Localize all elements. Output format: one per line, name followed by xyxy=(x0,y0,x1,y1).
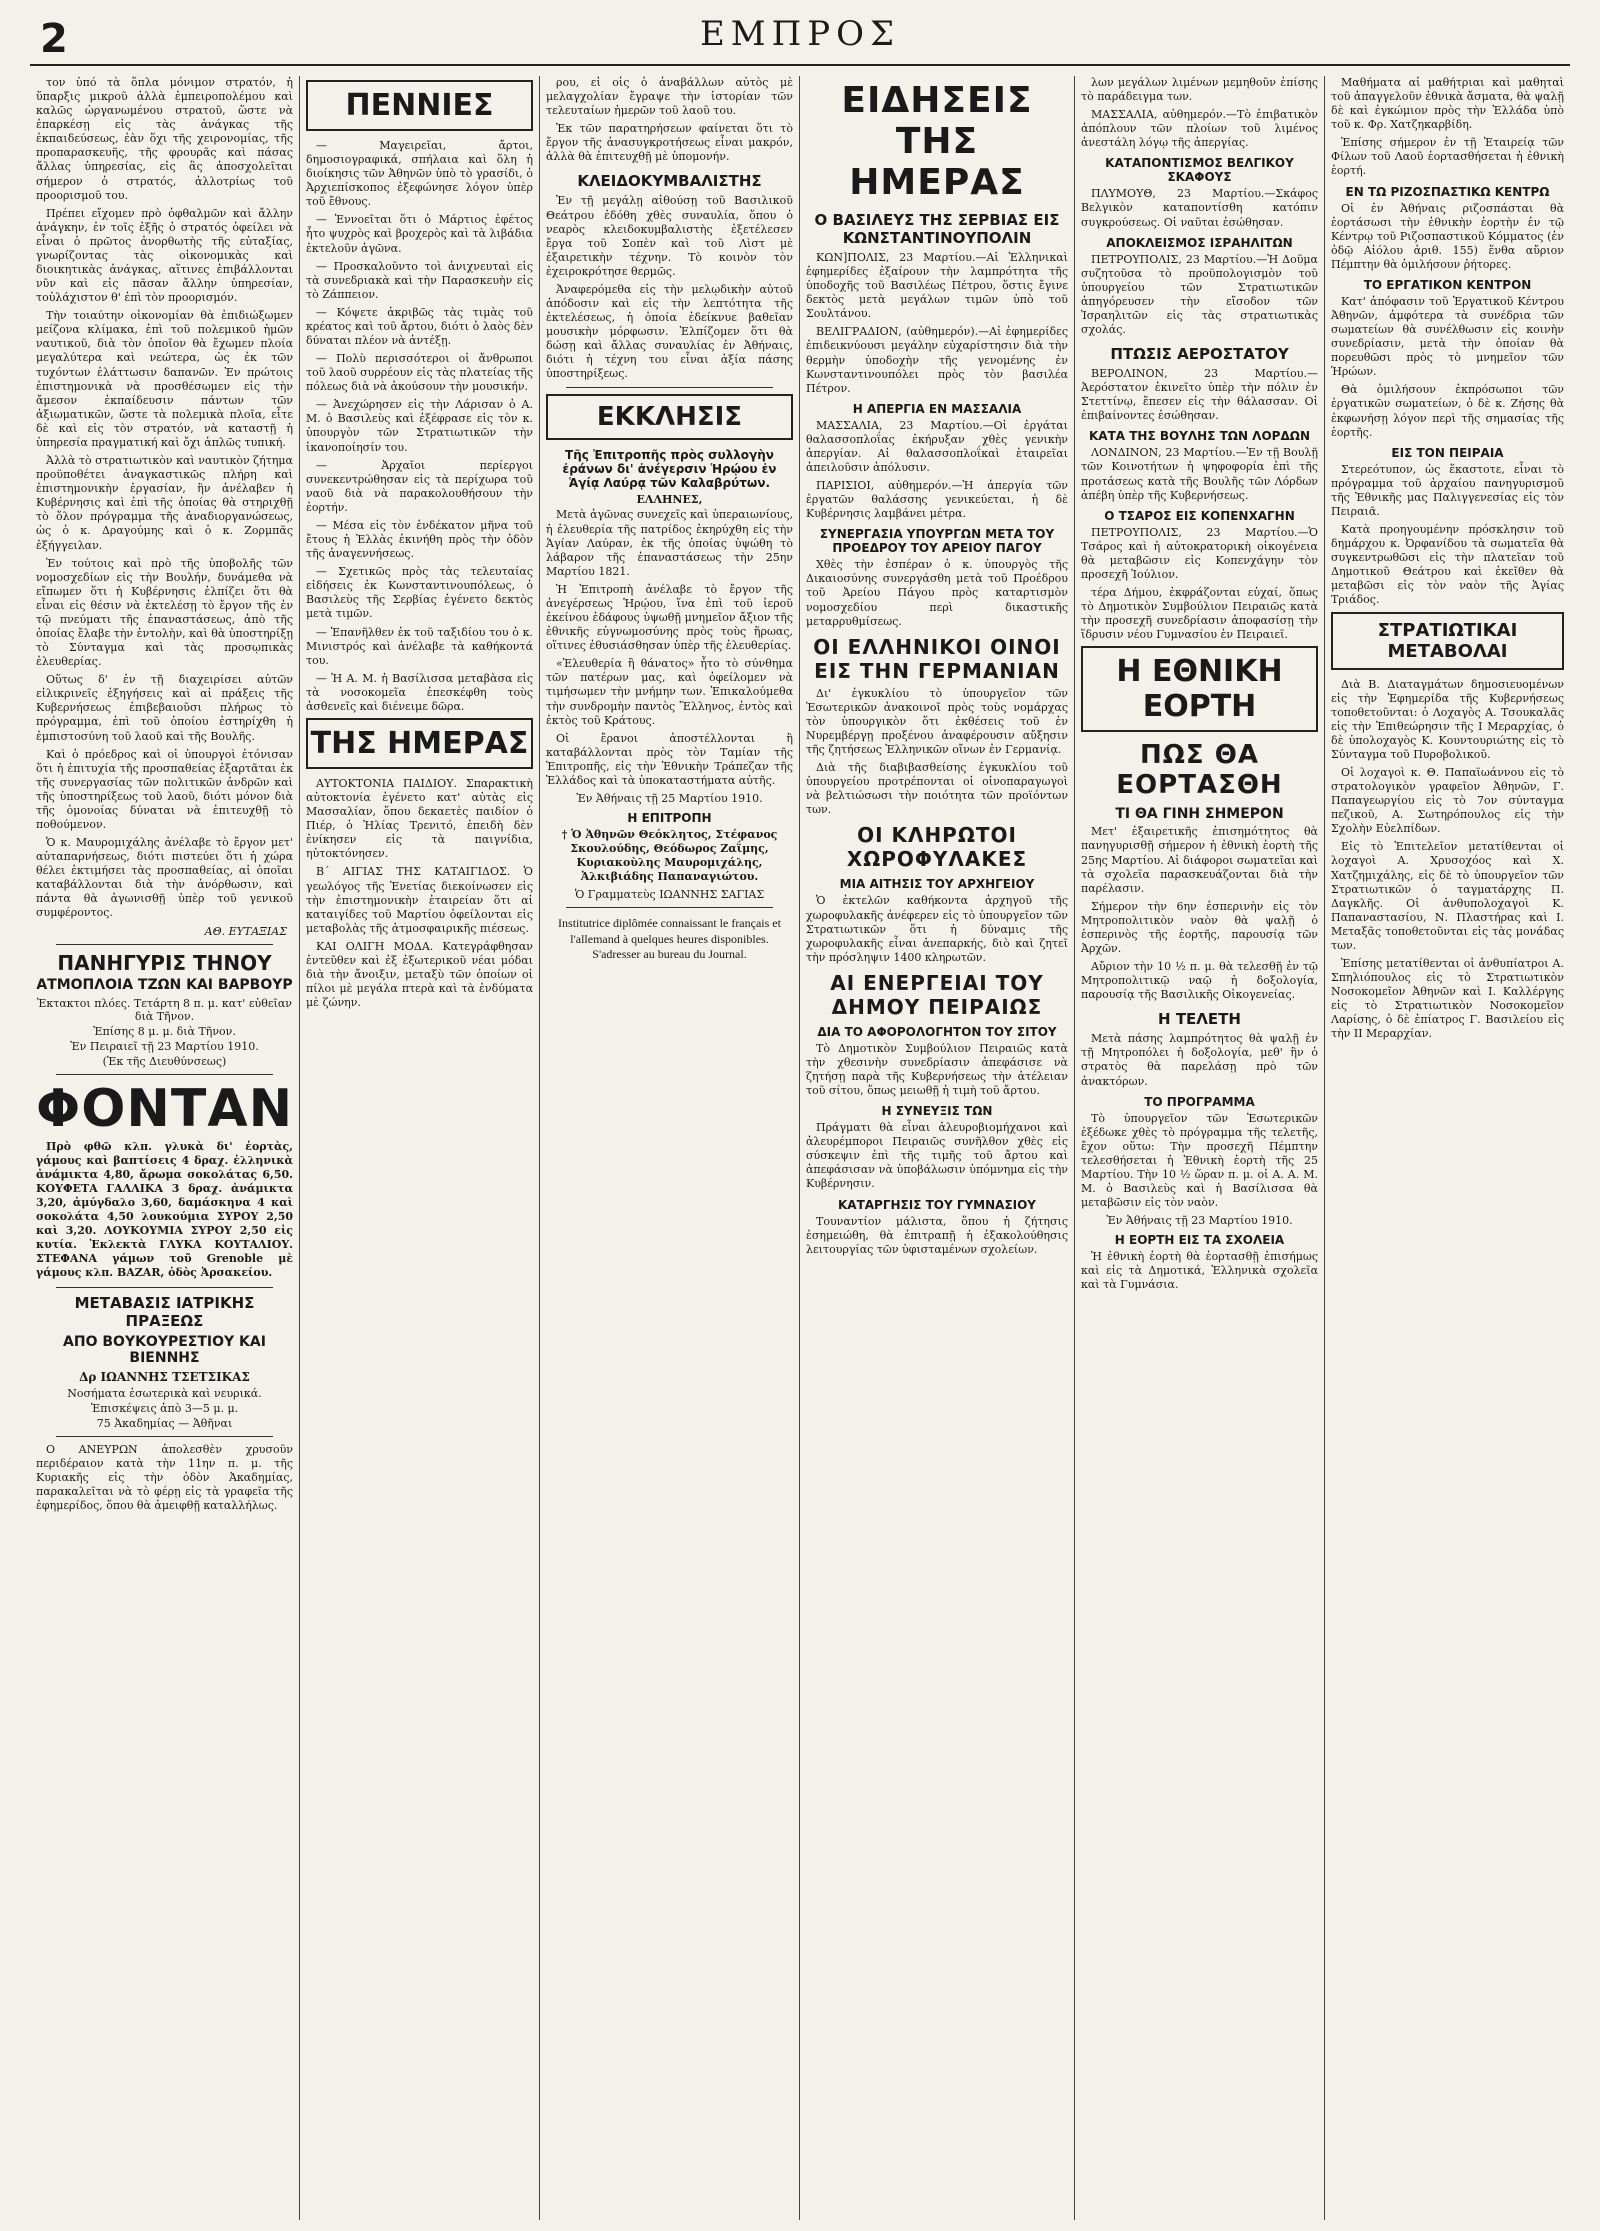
paragraph: Ἀναφερόμεθα εἰς τὴν μελῳδικὴν αὐτοῦ ἀπόδοσιν καὶ εἰς τὴν λεπτότητα τῆς ἐκτελέσεως, ἡ ὁποία ἐδείκνυε βαθεῖαν μουσικὴν μόρφωσιν. Ἐλπίζομεν ὅτι θὰ δώσῃ καὶ ἄλλας συναυλίας ἐν Ἀθήναις, διότι ἡ τέχνη του εἶναι ἀξία πάσης ὑποστηρίξεως. xyxy=(546,282,793,381)
paragraph: — Ἡ Α. Μ. ἡ Βασίλισσα μεταβὰσα εἰς τὰ νοσοκομεῖα ἐπεσκέφθη τοὺς ἀσθενεῖς καὶ διένειμε δῶρα. xyxy=(306,671,533,713)
ship-paras xyxy=(1081,187,1318,229)
paragraph: Ἐπίσης σήμερον ἐν τῇ Ἑταιρείᾳ τῶν Φίλων τοῦ Λαοῦ ἑορτασθήσεται ἡ ἐθνικὴ ἑορτή. xyxy=(1331,136,1564,178)
paragraph: — Ἐπανῆλθεν ἐκ τοῦ ταξιδίου του ὁ κ. Μινιστρός καὶ ἀνέλαβε τὰ καθήκοντά του. xyxy=(306,625,533,667)
appeal-members: † Ὁ Ἀθηνῶν Θεόκλητος, Στέφανος Σκουλούδης, Θεόδωρος Ζαΐμης, Κυριακοὺλης Μαυρομιχάλης, Ἀλκιβιάδης Παπαναγιώτου. xyxy=(561,827,778,884)
ceremony-heading: Η ΤΕΛΕΤΗ xyxy=(1158,1010,1241,1029)
paragraph: Διὰ τῆς διαβιβασθείσης ἐγκυκλίου τοῦ ὑπουργείου προτρέπονται οἱ οἰνοπαραγωγοὶ νὰ βελτιώσωσι τὴν ποιότητα τῶν προϊόντων των. xyxy=(806,761,1068,817)
signature: ΑΘ. ΕΥΤΑΞΙΑΣ xyxy=(204,924,287,938)
paragraph: ΜΑΣΣΑΛΙΑ, αὐθημερόν.—Τὸ ἐπιβατικὸν ἀπόπλουν τῶν πλοίων τοῦ λιμένος ἀνεστάλη λόγῳ τῆς ἀπεργίας. xyxy=(1081,108,1318,150)
french-ad: Institutrice diplômée connaissant le français et l'allemand à quelques heures disponibles. S'adresser au bureau du Journal. xyxy=(558,916,781,962)
wines-paras xyxy=(806,687,1068,818)
paragraph: Στερεότυπον, ὡς ἕκαστοτε, εἶναι τὸ πρόγραμμα τοῦ ἀρχαίου πανηγυρισμοῦ τῆς Ἐθνικῆς μας Παλιγγενεσίας εἰς τὸν Πειραιᾶ. xyxy=(1331,462,1564,518)
paragraph: Τὸ Δημοτικὸν Συμβούλιον Πειραιῶς κατὰ τὴν χθεσινὴν συνεδρίασιν ἀπεφάσισε νὰ ζητήσῃ παρὰ τῆς Κυβερνήσεως τὴν ἀτέλειαν τοῦ σίτου, ὅπως μειωθῇ ἡ τιμὴ τοῦ ἄρτου. xyxy=(806,1041,1068,1098)
col5-mid-paras xyxy=(1081,586,1318,642)
col5-intro xyxy=(1081,76,1318,150)
appeal-subheading: Τῆς Ἐπιτροπῆς πρὸς συλλογὴν ἐράνων δι' ἀνέγερσιν Ἡρῴου ἐν Ἁγίᾳ Λαύρᾳ τῶν Καλαβρύτων. xyxy=(562,448,777,491)
paragraph: Κατ' ἀπόφασιν τοῦ Ἐργατικοῦ Κέντρου Ἀθηνῶν, ἀμφότερα τὰ συνέδρια τῶν σωματείων θὰ συνέλθωσιν εἰς κοινὴν συνεδρίασιν, μετὰ τὴν ὁποίαν θὰ πορευθῶσι πρὸς τὸ μνημεῖον τῶν Ἡρώων. xyxy=(1331,294,1564,379)
paragraph: Οἱ ἔρανοι ἀποστέλλονται ἢ καταβάλλονται πρὸς τὸν Ταμίαν τῆς Ἐπιτροπῆς, εἰς τὴν Ἐθνικὴν Τράπεζαν τῆς Ἑλλάδος καὶ τὰ ὑποκαταστήματα αὐτῆς. xyxy=(546,731,793,787)
column-6 xyxy=(1325,76,1570,2220)
paragraph: ΜΑΣΣΑΛΙΑ, 23 Μαρτίου.—Οἱ ἐργάται θαλασσοπλοΐας ἐκήρυξαν χθὲς γενικὴν ἀπεργίαν. Αἱ θαλασσοπλοΐκαὶ ἑταιρεῖαι ἀπειλοῦσιν ἀπόλυσιν. xyxy=(806,418,1068,475)
paragraph: — Ἀρχαῖοι περίεργοι συνεκεντρώθησαν εἰς τὰ περίχωρα τοῦ ναοῦ διὰ νὰ παρακολουθήσουν τὴν ἐορτήν. xyxy=(306,458,533,514)
paragraph: Διὰ Β. Διαταγμάτων δημοσιευομένων εἰς τὴν Ἐφημερίδα τῆς Κυβερνήσεως τοποθετοῦνται: ὁ Λοχαγὸς Α. Τσουκαλᾶς εἰς τὴν Ἐπιθεώρησιν τῆς Ι Μεραρχίας, ὁ δὲ ὑπολοχαγὸς Κ. Κουντουριώτης εἰς τὸ Σύνταγμα τοῦ Πυροβολικοῦ. xyxy=(1331,677,1564,761)
page-number: 2 xyxy=(40,16,68,62)
paragraph: Θὰ ὁμιλήσουν ἐκπρόσωποι τῶν ἐργατικῶν σωματείων, ὁ δὲ κ. Ζήσης θὰ ἐκφωνήσῃ λόγον περὶ τῆς σημασίας τῆς ἑορτῆς. xyxy=(1331,383,1564,439)
gendarmes-subheading: ΜΙΑ ΑΙΤΗΣΙΣ ΤΟΥ ΑΡΧΗΓΕΙΟΥ xyxy=(839,877,1035,892)
paragraph: — Ἐννοεῖται ὅτι ὁ Μάρτιος ἐφέτος ἦτο ψυχρὸς καὶ βροχερὸς καὶ τὰ λιβάδια ἐκτελοῦν ἀγῶνα. xyxy=(306,213,533,255)
paragraph: «Ἐλευθερία ἢ θάνατος» ἦτο τὸ σύνθημα τῶν πατέρων μας, καὶ ὀφείλομεν νὰ τιμήσωμεν τὴν μνήμην των. Ἐπικαλούμεθα τὴν συνδρομὴν παντὸς Ἕλληνος, ἐντὸς καὶ ἐκτὸς τοῦ Κράτους. xyxy=(546,657,793,727)
paragraph: Σήμερον τὴν 6ην ἑσπερινὴν εἰς τὸν Μητροπολιτικὸν ναὸν θὰ ψαλῇ ὁ ἑσπερινὸς τῆς ἑορτῆς, παρουσίᾳ τῶν Ἀρχῶν. xyxy=(1081,899,1318,955)
jews-heading: ΑΠΟΚΛΕΙΣΜΟΣ ΙΣΡΑΗΛΙΤΩΝ xyxy=(1106,235,1293,250)
paragraph: Οἱ λοχαγοὶ κ. Θ. Παπαϊωάννου εἰς τὸ στρατολογικὸν γραφεῖον Ἀθηνῶν, Γ. Παπαγεωργίου εἰς τὸ 7ον σύνταγμα πεζικοῦ, Α. Σωτηρόπουλος εἰς τὴν Σχολὴν Εὐελπίδων. xyxy=(1331,765,1564,836)
column-5 xyxy=(1075,76,1325,2220)
ad-line: Νοσήματα ἐσωτερικὰ καὶ νευρικά. xyxy=(67,1386,262,1400)
radical-heading: ΕΝ ΤΩ ΡΙΖΟΣΠΑΣΤΙΚΩ ΚΕΝΤΡΩ xyxy=(1345,184,1550,199)
balloon-heading: ΠΤΩΣΙΣ ΑΕΡΟΣΤΑΤΟΥ xyxy=(1110,345,1289,364)
paragraph: Κατὰ προηγουμένην πρόσκλησιν τοῦ δημάρχου κ. Ὀρφανίδου τὰ σωματεῖα θὰ συγκεντρωθῶσι εἰς τὴν πλατεῖαν τοῦ Δημοτικοῦ Θεάτρου καὶ ἐκεῖθεν θὰ μεταβῶσι εἰς τὸν ναὸν τῆς Ἁγίας Τριάδος. xyxy=(1331,523,1564,607)
lords-paras xyxy=(1081,446,1318,502)
ad-fontan-title: ΦΟΝΤΑΝ xyxy=(36,1078,294,1139)
pennies-paras xyxy=(306,139,533,714)
labour-heading: ΤΟ ΕΡΓΑΤΙΚΟΝ ΚΕΝΤΡΟΝ xyxy=(1363,277,1532,292)
ship-heading: ΚΑΤΑΠΟΝΤΙΣΜΟΣ ΒΕΛΓΙΚΟΥ ΣΚΑΦΟΥΣ xyxy=(1105,156,1294,185)
tis-imeras-paras xyxy=(306,777,533,1010)
paragraph: Ἐν τῇ μεγάλῃ αἰθούσῃ τοῦ Βασιλικοῦ Θεάτρου ἐδόθη χθὲς συναυλία, ὅπου ὁ νεαρὸς κλειδοκυμβαλιστὴς ἐξετέλεσεν ἔργα τοῦ Σοπὲν καὶ τοῦ Λὶστ μὲ ἐξαιρετικὴν τέχνην. Τὸ κοινὸν τὸν ἐχειροκρότησε θερμῶς. xyxy=(546,194,793,278)
paragraph: τέρα Δήμου, ἐκφράζονται εὐχαί, ὅπως τὸ Δημοτικὸν Συμβούλιον Πειραιῶς κατὰ τὴν προσεχῆ συνεδρίασιν ἀποφασίσῃ τὴν ἵδρυσιν νέου Γυμνασίου ἐν Πειραιεῖ. xyxy=(1081,586,1318,642)
appeal-date: Ἐν Ἀθήναις τῇ 25 Μαρτίου 1910. xyxy=(576,791,763,805)
paragraph: Ἡ Ἐπιτροπὴ ἀνέλαβε τὸ ἔργον τῆς ἀνεγέρσεως Ἡρῴου, ἵνα ἐπὶ τοῦ ἱεροῦ ἐκείνου ἐδάφους ὑψωθῇ μνημεῖον ἄξιον τῆς ἐθνικῆς εὐγνωμοσύνης πρὸς τοὺς ἥρωας, οἵτινες ἐθυσιάσθησαν ὑπὲρ τῆς ἐλευθερίας. xyxy=(546,582,793,653)
columns xyxy=(30,76,1570,2220)
paragraph: Β΄ ΑΙΓΙΑΣ ΤΗΣ ΚΑΤΑΙΓΙΔΟΣ. Ὁ γεωλόγος τῆς Ἐνετίας διεκοίνωσεν εἰς τὴν ἐπιστημονικὴν ἑταιρείαν ὅτι αἱ καταιγίδες τοῦ Μαρτίου ὀφείλονται εἰς μεταβολὰς τῆς ἀτμοσφαιρικῆς πιέσεως. xyxy=(306,865,533,935)
ad-line: Ἐν Πειραιεῖ τῇ 23 Μαρτίου 1910. xyxy=(70,1039,259,1053)
paragraph: — Πολὺ περισσότεροι οἱ ἄνθρωποι τοῦ λαοῦ συρρέουν εἰς τὰς πλατείας τῆς πόλεως διὰ νὰ ἀκούσουν τὴν μουσικήν. xyxy=(306,352,533,394)
ceremony-paras xyxy=(1081,1032,1318,1088)
ad-tinos-lines xyxy=(36,997,293,1068)
paragraph: ΚΑΙ ΟΛΙΓΗ ΜΟΔΑ. Κατεγράφθησαν ἐντεῦθεν καὶ ἐξ ἐξωτερικοῦ νέαι μόδαι διὰ τὴν ἄνοιξιν, μεταξὺ τῶν ὁποίων οἱ πίλοι μὲ μεγάλα πτερὰ καὶ τὰ ἐνδύματα μὲ ζώνην. xyxy=(306,939,533,1010)
program-date: Ἐν Ἀθήναις τῇ 23 Μαρτίου 1910. xyxy=(1106,1214,1293,1228)
paragraph: ΒΕΡΟΛΙΝΟΝ, 23 Μαρτίου.—Ἀερόστατον ἐκινεῖτο ὑπὲρ τὴν πόλιν ἐν Στεττίνῳ, ἔπεσεν εἰς τὴν θάλασσαν. Οἱ ἐπιβαίνοντες ἐσώθησαν. xyxy=(1081,367,1318,423)
paragraph: λων μεγάλων λιμένων μεμηθοῦν ἐπίσης τὸ παράδειγμα των. xyxy=(1081,76,1318,104)
appeal-secretary: Ὁ Γραμματεὺς ΙΩΑΝΝΗΣ ΣΑΓΙΑΣ xyxy=(574,888,765,902)
appeal-heading: ΕΚΚΛΗΣΙΣ xyxy=(546,394,793,440)
paragraph: Εἰς τὸ Ἐπιτελεῖον μετατίθενται οἱ λοχαγοὶ Α. Χρυσοχόος καὶ Χ. Χατζημιχάλης, εἰς δὲ τὸ ὑπουργεῖον τῶν Στρατιωτικῶν ὁ ταγματάρχης Π. Δαγκλῆς. Οἱ ἀνθυπολοχαγοὶ Κ. Παπαναστασίου, Ν. Πλαστήρας καὶ Ι. Μεταξᾶς τοποθετοῦνται εἰς τὰς μονάδας των. xyxy=(1331,840,1564,952)
gendarmes-heading: ΟΙ ΚΛΗΡΩΤΟΙ ΧΩΡΟΦΥΛΑΚΕΣ xyxy=(846,823,1028,872)
paragraph: τον ὑπό τὰ ὅπλα μόνιμον στρατόν, ἡ ὕπαρξις μικροῦ ἀλλὰ ἐμπειροπολέμου καὶ καλῶς ὡργανωμένου στρατοῦ, ὥστε νὰ ἐπαρκέσῃ εἰς τὰς ἀνάγκας τῆς ἐκπαιδεύσεως, ἐὰν ὅχι τῆς χειρονομίας, τῆς προπαρασκευῆς, τῆς φρουρᾶς καὶ πάσας ἄλλας ὑπηρεσίας, εἰς ἃς ἀποσχολεῖται σήμερον ὁ στρατός, ἀλλοτρίως τοῦ προορισμοῦ του. xyxy=(36,76,293,202)
divider xyxy=(566,907,773,908)
tis-imeras-heading: ΤΗΣ ΗΜΕΡΑΣ xyxy=(306,718,533,769)
balloon-paras xyxy=(1081,367,1318,423)
strike-heading: Η ΑΠΕΡΓΙΑ ΕΝ ΜΑΣΣΑΛΙΑ xyxy=(852,401,1022,416)
divider xyxy=(56,1436,273,1437)
piraeus-heading: ΑΙ ΕΝΕΡΓΕΙΑΙ ΤΟΥ ΔΗΜΟΥ ΠΕΙΡΑΙΩΣ xyxy=(830,970,1044,1019)
divider xyxy=(56,1074,273,1075)
paragraph: Ἐν τούτοις καὶ πρὸ τῆς ὑποβολῆς τῶν νομοσχεδίων εἰς τὴν Βουλήν, δυνάμεθα νὰ εἴπωμεν ὅτι ἡ Κυβέρνησις ἐλπίζει ὅτι θὰ εἶναι εἰς θέσιν νὰ ἐκτελέσῃ τὸ ἔργον τῆς ἐν τῷ πνεύματι τῆς ἐπαναστάσεως, ἀπὸ τῆς ὁποίας ἔλαβε τὴν ἐντολὴν, καὶ θὰ ὑποστηρίξῃ τὸ Σύνταγμα καὶ τὰς προσῳπικὰς ἐλευθερίας. xyxy=(36,556,293,669)
pianist-paras xyxy=(546,194,793,381)
jews-paras xyxy=(1081,253,1318,337)
piraeus-holiday-paras xyxy=(1331,463,1564,608)
radical-paras xyxy=(1331,202,1564,272)
column-1 xyxy=(30,76,300,2220)
piraeus-paras xyxy=(806,1042,1068,1098)
paragraph: — Ἀνεχώρησεν εἰς τὴν Λάρισαν ὁ Α. Μ. ὁ Βασιλεὺς καὶ ἐξέφρασε εἰς τὸν κ. ὑπουργὸν τῶν Στρατιωτικῶν τὴν ἱκανοποίησίν του. xyxy=(306,398,533,454)
paragraph: Μετὰ πάσης λαμπρότητος θὰ ψαλῇ ἐν τῇ Μητροπόλει ἡ δοξολογία, μεθ' ἣν ὁ στρατὸς θὰ παρελάσῃ πρὸ τῶν ἀνακτόρων. xyxy=(1081,1032,1318,1088)
paragraph: — Σχετικῶς πρὸς τὰς τελευταίας εἰδήσεις ἐκ Κωνσταντινουπόλεως, ὁ Βασιλεὺς τῆς Σερβίας ἐγένετο δεκτὸς μετὰ τιμῶν. xyxy=(306,565,533,621)
ad-fontan-text: Πρὸ φθῶ κλπ. γλυκὰ δι' ἑορτὰς, γάμους καὶ βαπτίσεις 4 δραχ. ἑλληνικὰ ἀνάμικτα 4,80, ἄρωμα σοκολάτας 6,50. ΚΟΥΦΕΤΑ ΓΑΛΛΙΚΑ 3 δραχ. ἀνάμικτα 3,20, ἀμύγδαλο 3,60, δαμάσκηνα 4 καὶ σοκολάτα 4,50 λουκούμια ΣΥΡΟΥ 2,50 καὶ 3,20. ΛΟΥΚΟΥΜΙΑ ΣΥΡΟΥ 2,50 εἰς κυτία. Ἐκλεκτὰ ΓΛΥΚΑ ΚΟΥΤΑΛΙΟΥ. ΣΤΕΦΑΝΑ γάμων τοῦ Grenoble μὲ γάμους κλπ. BAZAR, ὁδὸς Ἀρσακείου. xyxy=(36,1139,293,1280)
gendarmes-paras xyxy=(806,894,1068,964)
ad-doctor-lines xyxy=(36,1387,293,1430)
gymnasium-paras xyxy=(806,1215,1068,1257)
ministers-heading: ΣΥΝΕΡΓΑΣΙΑ ΥΠΟΥΡΓΩΝ ΜΕΤΑ ΤΟΥ ΠΡΟΕΔΡΟΥ ΤΟΥ ΑΡΕΙΟΥ ΠΑΓΟΥ xyxy=(819,527,1055,556)
paragraph: Μετὰ ἀγῶνας συνεχεῖς καὶ ὑπεραιωνίους, ἡ ἐλευθερία τῆς πατρίδος ἐκηρύχθη εἰς τὴν Ἁγίαν Λαύραν, ἐκ τῆς ὁποίας ὑψώθη τὸ λάβαρον τῆς ἐπαναστάσεως τὴν 25ην Μαρτίου 1821. xyxy=(546,508,793,578)
wines-heading: ΟΙ ΕΛΛΗΝΙΚΟΙ ΟΙΝΟΙ ΕΙΣ ΤΗΝ ΓΕΡΜΑΝΙΑΝ xyxy=(813,634,1061,683)
paragraph: ΛΟΝΔΙΝΟΝ, 23 Μαρτίου.—Ἐν τῇ Βουλῇ τῶν Κοινοτήτων ἡ ψηφοφορία ἐπὶ τῆς προτάσεως κατὰ τῆς Βουλῆς τῶν Λόρδων ἀπέβη ὑπὲρ τῆς Κυβερνήσεως. xyxy=(1081,446,1318,502)
lost-necklace-notice: Ο ΑΝΕΥΡΩΝ ἀπολεσθὲν χρυσοῦν περιδέραιον κατὰ τὴν 11ην π. μ. τῆς Κυριακῆς εἰς τὴν ὁδὸν Ἀκαδημίας, παρακαλεῖται νὰ τὸ φέρῃ εἰς τὰ γραφεῖα τῆς ἐφημερίδος, ὅπου θὰ ἀμειφθῇ καταλλήλως. xyxy=(36,1442,293,1512)
gymnasium-heading: ΚΑΤΑΡΓΗΣΙΣ ΤΟΥ ΓΥΜΝΑΣΙΟΥ xyxy=(838,1197,1036,1212)
paragraph: Αὔριον τὴν 10 ½ π. μ. θὰ τελεσθῇ ἐν τῷ Μητροπολιτικῷ ναῷ ἡ δοξολογία, παρουσίᾳ τῆς Βασιλικῆς Οἰκογενείας. xyxy=(1081,960,1318,1002)
paragraph: Τουναντίον μάλιστα, ὅπου ἡ ζήτησις ἐσημειώθη, θὰ ἐπιτραπῇ ἡ ἐξακολούθησις λειτουργίας τῶν ὑφισταμένων σχολείων. xyxy=(806,1214,1068,1256)
piraeus-holiday-heading: ΕΙΣ ΤΟΝ ΠΕΙΡΑΙΑ xyxy=(1391,445,1504,460)
divider xyxy=(566,387,773,388)
paragraph: Οἱ ἐν Ἀθήναις ριζοσπάσται θὰ ἑορτάσωσι τὴν ἐθνικὴν ἑορτὴν ἐν τῷ Κέντρῳ τοῦ Ριζοσπαστικοῦ Κόμματος (ἐν ὁδῷ Αἰόλου ἀριθ. 155) ἕνθα αὔριον Πέμπτην θὰ ὁμιλήσουν ῥήτορες. xyxy=(1331,201,1564,271)
ad-doctor-subtitle: ΑΠΟ ΒΟΥΚΟΥΡΕΣΤΙΟΥ ΚΑΙ ΒΙΕΝΝΗΣ xyxy=(63,1333,266,1366)
ad-line: (Ἐκ τῆς Διευθύνσεως) xyxy=(102,1054,227,1068)
paragraph: ΚΩΝ]ΠΟΛΙΣ, 23 Μαρτίου.—Αἱ Ἑλληνικαὶ ἐφημερίδες ἐξαίρουν τὴν λαμπρότητα τῆς ὑποδοχῆς τοῦ Βασιλέως Πέτρου, ὅστις ἔγινε δεκτὸς μετὰ μεγάλων τιμῶν ὑπὸ τοῦ Σουλτάνου. xyxy=(806,251,1068,321)
ad-line: Ἐκτακτοι πλόες. Τετάρτη 8 π. μ. κατ' εὐθεῖαν διὰ Τῆνον. xyxy=(37,996,292,1023)
paragraph: ΠΕΤΡΟΥΠΟΛΙΣ, 23 Μαρτίου.—Ὁ Τσάρος καὶ ἡ αὐτοκρατορικὴ οἰκογένεια θὰ μεταβῶσιν εἰς Κοπενχάγην τὸν προσεχῆ Ἰούλιον. xyxy=(1081,525,1318,581)
paragraph: Ὁ κ. Μαυρομιχάλης ἀνέλαβε τὸ ἔργον μετ' αὐταπαρνήσεως, διότι πιστεύει ὅτι ἡ χώρα θέλει ἐκτιμήσει τὰς προσπαθείας, αἱ ὁποῖαι καταβάλλονται διὰ τὴν ἀνόρθωσιν, καὶ πάντα θὰ ἀγωνισθῇ ὑπὲρ τοῦ γενικοῦ συμφέροντος. xyxy=(36,836,293,920)
divider xyxy=(56,944,273,945)
paragraph: ΑΥΤΟΚΤΟΝΙΑ ΠΑΙΔΙΟΥ. Σπαρακτικὴ αὐτοκτονία ἐγένετο κατ' αὐτὰς εἰς Μασσαλίαν, ὅπου δεκαετὲς παιδίον ὁ Πιέρ, ὁ Ἡλίας Τρενιτό, ἐπειδὴ δὲν ἐνίκησεν εἰς τὰ παιγνίδια, ηὐτοκτόνησεν. xyxy=(306,776,533,861)
schools-heading: Η ΕΟΡΤΗ ΕΙΣ ΤΑ ΣΧΟΛΕΙΑ xyxy=(1114,1233,1285,1248)
pennies-heading: ΠΕΝΝΙΕΣ xyxy=(306,80,533,131)
program-paras xyxy=(1081,1112,1318,1211)
ad-doctor-title: ΜΕΤΑΒΑΣΙΣ ΙΑΤΡΙΚΗΣ ΠΡΑΞΕΩΣ xyxy=(74,1293,255,1330)
ad-line: Ἐπίσης 8 μ. μ. διὰ Τῆνον. xyxy=(93,1024,236,1038)
paragraph: Οὕτως δ' ἐν τῇ διαχειρίσει αὐτῶν εἰλικρινεῖς ἐξηγήσεις καὶ αἱ πράξεις τῆς Κυβερνήσεως ἐπιβεβαιοῦσι πλήρως τὸ πρόγραμμα, ἐπὶ τοῦ ὁποίου ἐστηρίχθη ἡ ἐμπιστοσύνη τοῦ λαοῦ καὶ τῆς Βουλῆς. xyxy=(36,673,293,743)
schools-paras xyxy=(1081,1250,1318,1292)
paragraph: Ἐκ τῶν παρατηρήσεων φαίνεται ὅτι τὸ ἔργον τῆς ἀνασυγκροτήσεως εἶναι μακρόν, ἀλλὰ θὰ ἐπιτευχθῇ μὲ ὑπομονήν. xyxy=(546,122,793,164)
paragraph: Ἡ ἐθνικὴ ἑορτὴ θὰ ἑορτασθῇ ἐπισήμως καὶ εἰς τὰ Δημοτικά, Ἑλληνικὰ σχολεῖα καὶ τὰ Γυμνάσια. xyxy=(1081,1250,1318,1292)
paragraph: Τὴν τοιαύτην οἰκονομίαν θὰ ἐπιδιώξωμεν μείζονα κλίμακα, ἐπὶ τοῦ πολεμικοῦ ἡμῶν ναυτικοῦ, διὰ τὸν ὁποῖον θὰ ἔχωμεν πλοία μεγαλύτερα καὶ νεώτερα, ὡς ἐκ τῶν τυχόντων ἐλάττωσιν δαπανῶν. Ἐν πρώτοις ἐπιστημονικὰ νὰ προσθέσωμεν εἰς τὴν ἄμεσον ἐκπαίδευσιν πάντων τῶν ἀξιωματικῶν, ὥστε τὰ πολεμικὰ πλοῖα, εἶτε δὲ καὶ εἰς τὸν στρατόν, νὰ καταστῇ ἡ ὑπηρεσία πραγματική καὶ ὄχι ἁπλῶς τυπική. xyxy=(36,309,293,449)
holiday-paras xyxy=(1081,825,1318,1002)
news-banner: ΕΙΔΗΣΕΙΣ ΤΗΣ ΗΜΕΡΑΣ xyxy=(841,80,1033,203)
paragraph: ρου, εἰ οἷς ὁ ἀναβάλλων αὐτὸς μὲ μελαγχολίαν ἔγραψε τὴν ἱστορίαν τῶν τελευταίων ἡμερῶν τοῦ λαοῦ του. xyxy=(546,76,793,118)
col3-intro xyxy=(546,76,793,164)
labour-paras xyxy=(1331,295,1564,440)
ad-tinos-subtitle: ΑΤΜΟΠΛΟΙΑ ΤΖΩΝ ΚΑΙ ΒΑΡΒΟΥΡ xyxy=(36,976,293,993)
tsar-paras xyxy=(1081,526,1318,582)
paragraph: ΒΕΛΙΓΡΑΔΙΟΝ, (αὐθημερόν).—Αἱ ἐφημερίδες ἐπιδεικνύουσι μεγάλην εὐχαρίστησιν διὰ τὴν θερμὴν ὑποδοχὴν τῆς γενομένης ἐν Κωνσταντινουπόλει πρὸς τὸν βασιλέα Πέτρον. xyxy=(806,325,1068,395)
ad-doctor-name: Δρ ΙΩΑΝΝΗΣ ΤΣΕΤΣΙΚΑΣ xyxy=(79,1369,250,1384)
military-changes-paras xyxy=(1331,678,1564,1042)
col6-intro xyxy=(1331,76,1564,179)
newspaper-page xyxy=(30,10,1570,2220)
paragraph: — Προσκαλοῦντο τοὶ ἀνιχνευταὶ εἰς τὰ συνεδριακὰ καὶ τὴν Παρασκευὴν εἰς τὸ Ζάππειον. xyxy=(306,259,533,301)
paragraph: ΠΑΡΙΣΙΟΙ, αὐθημερόν.—Ἡ ἀπεργία τῶν ἐργατῶν θαλάσσης γενικεύεται, ἡ δὲ Κυβέρνησις λαμβάνει μέτρα. xyxy=(806,479,1068,521)
ad-line: 75 Ἀκαδημίας — Ἀθῆναι xyxy=(96,1416,233,1430)
serbia-paras xyxy=(806,251,1068,396)
pianist-heading: ΚΛΕΙΔΟΚΥΜΒΑΛΙΣΤΗΣ xyxy=(577,172,762,191)
paragraph: — Μέσα εἰς τὸν ἑνδέκατον μῆνα τοῦ ἔτους ἡ Ἑλλὰς ἐκινήθη πρὸς τὴν ὁδὸν τῆς ἀναγεννήσεως. xyxy=(306,518,533,561)
paragraph: Δι' ἐγκυκλίου τὸ ὑπουργεῖον τῶν Ἐσωτερικῶν ἀνακοινοῖ πρὸς τοὺς νομάρχας τὸν ὑπουργικὸν ὅτι ἐκθέσεις τοῦ ἐν Νυρεμβέργῃ προξένου ἀναφέρουσιν αὔξησιν τῆς ζητήσεως Ἑλληνικῶν οἴνων ἐν Γερμανίᾳ. xyxy=(806,686,1068,757)
masthead xyxy=(30,10,1570,66)
program-heading: ΤΟ ΠΡΟΓΡΑΜΜΑ xyxy=(1144,1094,1255,1109)
paragraph: ΠΕΤΡΟΥΠΟΛΙΣ, 23 Μαρτίου.—Ἡ Δοῦμα συζητοῦσα τὸ προϋπολογισμὸν τοῦ ὑπουργείου τῶν Στρατιωτικῶν ἀπηγόρευσεν τὴν εἴσοδον τῶν Ἰσραηλιτῶν εἰς τὰς στρατιωτικὰς σχολάς. xyxy=(1081,252,1318,337)
tsar-heading: Ο ΤΣΑΡΟΣ ΕΙΣ ΚΟΠΕΝΧΑΓΗΝ xyxy=(1104,508,1295,523)
paragraph: Καὶ ὁ πρόεδρος καὶ οἱ ὑπουργοὶ ἐτόνισαν ὅτι ἡ ἐπιτυχία τῆς προσπαθείας ἐξαρτᾶται ἐκ τῆς συνεργασίας τῶν πολιτικῶν ἀνδρῶν καὶ τῆς ὑποστηρίξεως τοῦ λαοῦ, διότι μόνον διὰ τῆς ὁμονοίας δύναται νὰ ἐπιτευχθῇ τὸ ποθούμενον. xyxy=(36,747,293,831)
meeting-heading: Η ΣΥΝΕΥΞΙΣ ΤΩΝ xyxy=(881,1104,993,1119)
column-2 xyxy=(300,76,540,2220)
divider xyxy=(56,1287,273,1288)
ministers-paras xyxy=(806,558,1068,628)
piraeus-subheading: ΔΙΑ ΤΟ ΑΦΟΡΟΛΟΓΗΤΟΝ ΤΟΥ ΣΙΤΟΥ xyxy=(817,1024,1057,1039)
how-celebrated-heading: ΠΩΣ ΘΑ ΕΟΡΤΑΣΘΗ xyxy=(1116,740,1283,801)
ad-tinos-title: ΠΑΝΗΓΥΡΙΣ ΤΗΝΟΥ xyxy=(57,950,272,975)
paragraph: — Μαγειρεῖαι, ἄρτοι, δημοσιογραφικά, σπήλαια καὶ ὅλη ἡ διοίκησις τῶν Ἀθηνῶν ὑπὸ τὸ γρασίδι, ὁ Ἀρχιεπίσκοπος ἐξεφώνησε λόγον ὑπὲρ τοῦ ἔθνους. xyxy=(306,139,533,209)
column-3 xyxy=(540,76,800,2220)
paper-title: ΕΜΠΡΟΣ xyxy=(699,14,901,54)
paragraph: Πράγματι θὰ εἶναι ἀλευροβιομήχανοι καὶ ἀλευρέμποροι Πειραιῶς συνῆλθον χθὲς εἰς σύσκεψιν ἐπὶ τῆς τιμῆς τοῦ ἄρτου καὶ ἀπεφάσισαν νὰ ὑποβάλωσιν ὑπόμνημα εἰς τὴν Κυβέρνησιν. xyxy=(806,1121,1068,1191)
lords-heading: ΚΑΤΑ ΤΗΣ ΒΟΥΛΗΣ ΤΩΝ ΛΟΡΔΩΝ xyxy=(1088,429,1310,444)
paragraph: Τὸ ὑπουργεῖον τῶν Ἐσωτερικῶν ἐξέδωκε χθὲς τὸ πρόγραμμα τῆς τελετῆς, ἔχον οὕτω: Τὴν προσεχῆ Πέμπτην τελεσθήσεται ἡ Ἐθνικὴ ἑορτὴ τῆς 25 Μαρτίου. Τὴν 10 ½ ὥραν π. μ. οἱ Α. Α. Μ. Μ. ὁ Βασιλεὺς καὶ ἡ Βασίλισσα θὰ μεταβῶσιν εἰς τὸν ναὸν. xyxy=(1081,1111,1318,1210)
appeal-paras xyxy=(546,508,793,787)
paragraph: Πρέπει εἴχομεν πρὸ ὀφθαλμῶν καὶ ἄλλην ἀνάγκην, ἐν τοῖς ἐξῆς ὁ στρατός ὀφείλει νὰ εἶναι ὁ πρῶτος ἀνορθωτὴς τῆς εὐταξίας, γνωρίζοντας τὰς οἰκονομικὰς καὶ διοικητικὰς ἀνάγκας, αἵτινες ἐπιβάλλονται νῦν καὶ εἰς πᾶσαν ἄλλην ὑπηρεσίαν, τοὐλάχιστον θ' ἐπὶ τὸν προορισμόν. xyxy=(36,206,293,305)
appeal-committee: Η ΕΠΙΤΡΟΠΗ xyxy=(627,810,712,825)
military-changes-heading: ΣΤΡΑΤΙΩΤΙΚΑΙ ΜΕΤΑΒΟΛΑΙ xyxy=(1331,612,1564,670)
paragraph: ΠΛΥΜΟΥΘ, 23 Μαρτίου.—Σκάφος Βελγικὸν καταποντίσθη κατόπιν συγκρούσεως. Οἱ ναῦται ἐσώθησαν. xyxy=(1081,187,1318,229)
paragraph: Ἀλλὰ τὸ στρατιωτικὸν καὶ ναυτικὸν ζήτημα προϋποθέτει ἀναγκαστικῶς πλήρη καὶ ἐπιστημονικὴν ἐργασίαν, ἣν ἀνέλαβεν ἡ Κυβέρνησις καὶ ἐπὶ τῆς ὁποίας θὰ στηριχθῇ τὸ ὅλον πρόγραμμα τῆς ἀναδιοργανώσεως, ὡς ὁ κ. Δραγούμης καὶ ὁ κ. Ζορμπᾶς ἐξήγγειλαν. xyxy=(36,454,293,552)
strike-paras xyxy=(806,419,1068,522)
paragraph: Ἐπίσης μετατίθενται οἱ ἀνθυπίατροι Α. Σπηλιόπουλος εἰς τὸ Στρατιωτικὸν Νοσοκομεῖον Ἀθηνῶν καὶ Ι. Καλλέργης εἰς τὸ Στρατιωτικὸν Νοσοκομεῖον Λαρίσης, ὁ δὲ ἐπίατρος Γ. Βασιλείου εἰς τὴν ΙΙ Μεραρχίαν. xyxy=(1331,956,1564,1041)
serbia-heading: Ο ΒΑΣΙΛΕΥΣ ΤΗΣ ΣΕΡΒΙΑΣ ΕΙΣ ΚΩΝΣΤΑΝΤΙΝΟΥΠΟΛΙΝ xyxy=(814,211,1060,247)
ad-line: Ἐπισκέψεις ἀπὸ 3—5 μ. μ. xyxy=(90,1401,239,1415)
paragraph: Μαθήματα αἱ μαθήτριαι καὶ μαθηταὶ τοῦ ἀπαγγελοῦν ἐθνικὰ ἄσματα, θὰ ψαλῇ δὲ καὶ ἐγκώμιον πρὸς τὴν Ἑλλάδα ὑπὸ τοῦ κ. Φρ. Χατζηκαρβίδη. xyxy=(1331,76,1564,132)
col1-paras xyxy=(36,76,293,921)
meeting-paras xyxy=(806,1121,1068,1191)
paragraph: Ὁ ἐκτελῶν καθήκοντα ἀρχηγοῦ τῆς χωροφυλακῆς ἀνέφερεν εἰς τὸ ὑπουργεῖον τῶν Στρατιωτικῶν ὅτι ἡ δύναμις τῆς χωροφυλακῆς εἶναι ἀνεπαρκής, διὸ καὶ ζητεῖ τὴν πρόσληψιν 1400 κληρωτῶν. xyxy=(806,894,1068,964)
paragraph: — Κόψετε ἀκριβῶς τὰς τιμὰς τοῦ κρέατος καὶ τοῦ ἄρτου, διότι ὁ λαὸς δὲν δύναται πλέον νὰ ἀντέξῃ. xyxy=(306,305,533,348)
appeal-greeting: ΕΛΛΗΝΕΣ, xyxy=(636,493,703,507)
today-heading: ΤΙ ΘΑ ΓΙΝΗ ΣΗΜΕΡΟΝ xyxy=(1115,806,1284,823)
column-4 xyxy=(800,76,1075,2220)
paragraph: Χθὲς τὴν ἑσπέραν ὁ κ. ὑπουργὸς τῆς Δικαιοσύνης συνεργάσθη μετὰ τοῦ Προέδρου τοῦ Ἀρείου Πάγου πρὸς καταρτισμὸν νομοσχεδίου περὶ δικαστικῆς μεταρρυθμίσεως. xyxy=(806,558,1068,628)
paragraph: Μετ' ἐξαιρετικῆς ἐπισημότητος θὰ πανηγυρισθῇ σήμερον ἡ ἐθνικὴ ἑορτὴ τῆς 25ης Μαρτίου. Αἱ διάφοροι σωματεῖαι καὶ τὰ σχολεῖα παρασκευάζονται διὰ τὴν παρέλασιν. xyxy=(1081,825,1318,895)
national-holiday-banner: Η ΕΘΝΙΚΗ ΕΟΡΤΗ xyxy=(1081,646,1318,732)
